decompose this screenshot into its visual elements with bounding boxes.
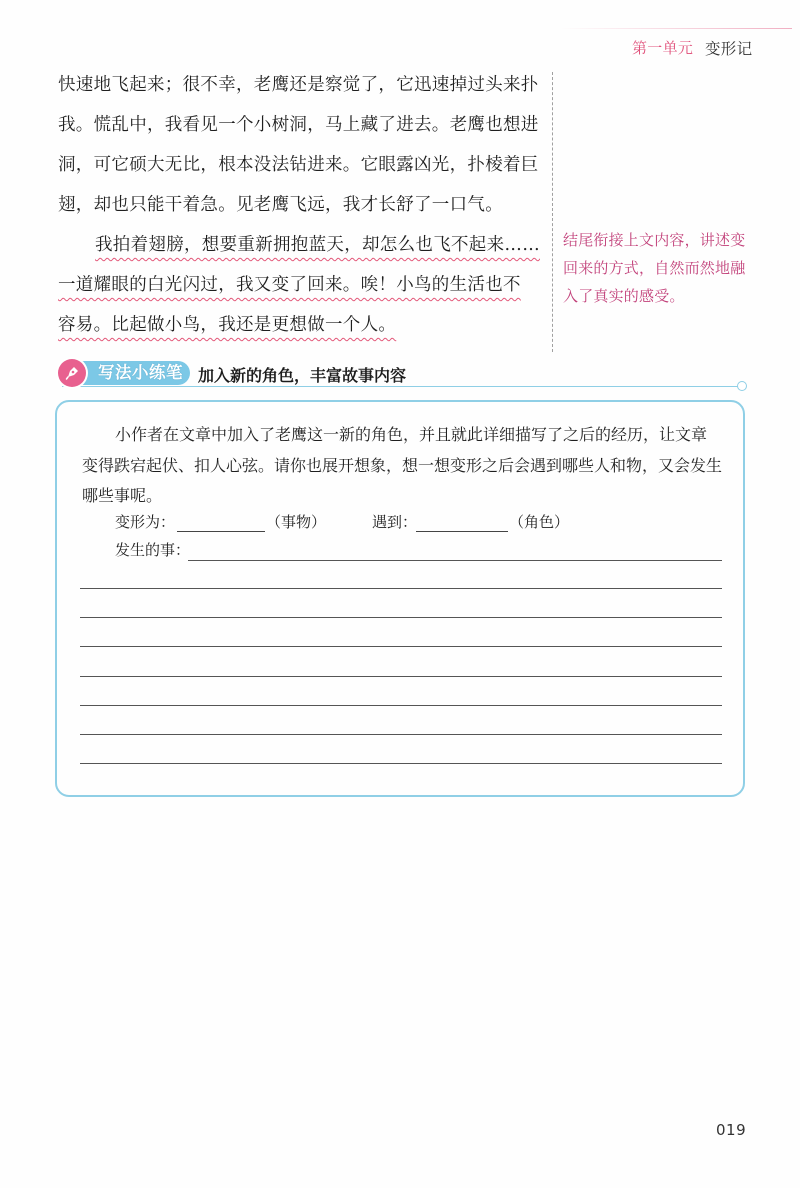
writing-line [80, 676, 722, 677]
ending-paragraph-line [58, 225, 540, 265]
prompt-line: 哪些事呢。 [82, 486, 163, 505]
meet-blank [416, 531, 508, 532]
meet-label: 遇到： [372, 513, 418, 531]
transform-label: 变形为： [115, 513, 176, 531]
prompt-line: 小作者在文章中加入了老鹰这一新的角色，并且就此详细描写了之后的经历，让文章 [115, 425, 708, 444]
wavy-underlined-text: 一道耀眼的白光闪过，我又变了回来。唉！小鸟的生活也不 [58, 275, 521, 295]
writing-line [80, 734, 722, 735]
passage [58, 65, 540, 345]
practice-prompt [82, 420, 722, 512]
writing-line [80, 763, 722, 764]
meet-hint: （角色） [509, 513, 570, 531]
passage-line: 快速地飞起来；很不幸，老鹰还是察觉了，它迅速掉过头来扑 [58, 75, 539, 95]
banner-rule [62, 386, 738, 387]
writing-line [188, 560, 722, 561]
unit-label: 第一单元 [632, 39, 694, 57]
writing-line [80, 705, 722, 706]
ending-paragraph-line [58, 265, 540, 305]
practice-subtitle: 加入新的角色，丰富故事内容 [198, 366, 407, 385]
passage-line: 我。慌乱中，我看见一个小树洞，马上藏了进去。老鹰也想进 [58, 115, 539, 135]
passage-line: 洞，可它硕大无比，根本没法钻进来。它眼露凶光，扑棱着巨 [58, 155, 539, 175]
wavy-underlined-text: 容易。比起做小鸟，我还是更想做一个人。 [58, 315, 397, 335]
header-rule [560, 28, 792, 29]
ending-paragraph-line [58, 305, 540, 345]
event-label: 发生的事： [115, 541, 191, 559]
annotation-line: 结尾衔接上文内容，讲述变 [563, 231, 746, 249]
annotation-line: 入了真实的感受。 [563, 287, 685, 305]
banner-end-dot [737, 381, 747, 391]
passage-line: 翅，却也只能干着急。见老鹰飞远，我才长舒了一口气。 [58, 195, 503, 215]
margin-divider [552, 72, 553, 352]
writing-line [80, 617, 722, 618]
chapter-title: 变形记 [705, 40, 753, 58]
writing-line [80, 646, 722, 647]
annotation-line: 回来的方式，自然而然地融 [563, 259, 746, 277]
transform-blank [177, 531, 265, 532]
pen-icon [58, 359, 86, 387]
wavy-underlined-text: 我拍着翅膀，想要重新拥抱蓝天，却怎么也飞不起来…… [95, 235, 540, 255]
practice-badge: 写法小练笔 [80, 361, 190, 385]
writing-line [80, 588, 722, 589]
page-number: 019 [716, 1121, 747, 1139]
margin-annotation [563, 226, 745, 310]
transform-hint: （事物） [266, 513, 327, 531]
prompt-line: 变得跌宕起伏、扣人心弦。请你也展开想象，想一想变形之后会遇到哪些人和物，又会发生 [82, 455, 723, 475]
